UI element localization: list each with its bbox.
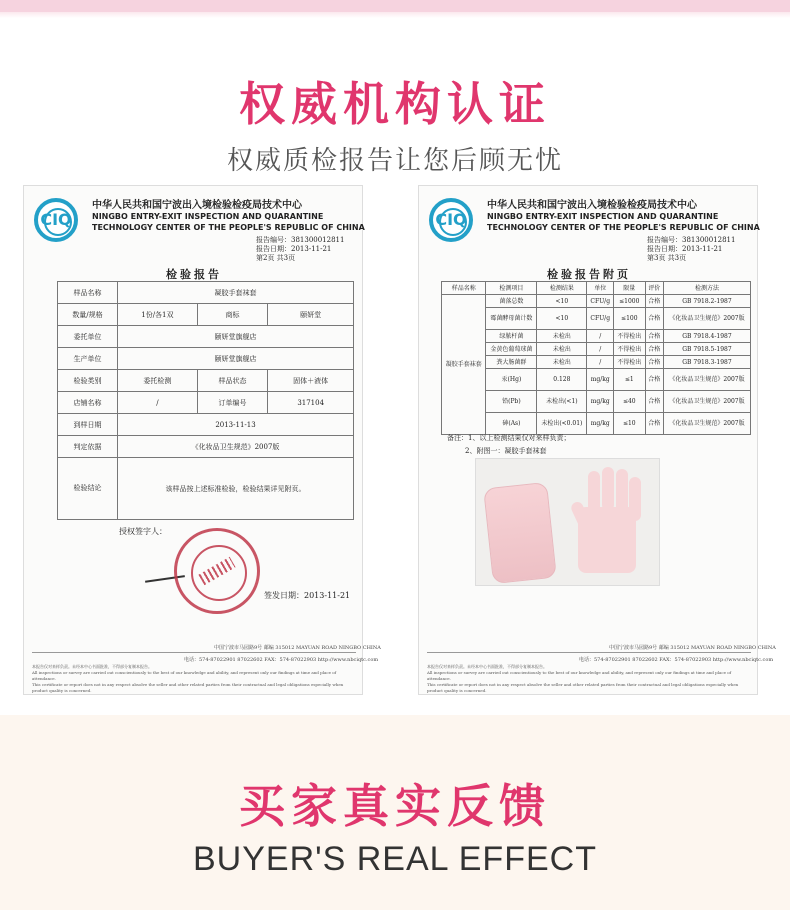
cell-method: GB 7918.3-1987 (663, 356, 750, 369)
cell-item: 霉菌酵母菌计数 (486, 308, 537, 330)
table-header-row (442, 282, 751, 295)
sign-date (264, 590, 350, 601)
cell-item: 汞(Hg) (486, 369, 537, 391)
cell-limit: 不得检出 (614, 356, 645, 369)
table-row (58, 348, 354, 370)
gel-sock-image (483, 482, 557, 584)
table-value: 颐妍堂 (268, 304, 354, 326)
table-label: 到样日期 (58, 414, 118, 436)
org-name-cn: 中华人民共和国宁波出入境检验检疫局技术中心 (92, 200, 302, 211)
ciq-logo-icon: CIQ (429, 198, 473, 242)
inspection-report-page-2 (23, 185, 381, 695)
cell-unit: mg/kg (587, 391, 614, 413)
report-number: 报告编号：381300012811 (256, 236, 345, 244)
column-header: 单位 (587, 282, 614, 295)
column-header: 评价 (645, 282, 663, 295)
cell-eval: 合格 (645, 295, 663, 308)
table-value: 委托检测 (118, 370, 198, 392)
table-value: 1份/各1双 (118, 304, 198, 326)
page-indicator: 第3页 共3页 (647, 254, 687, 262)
cell-unit: / (587, 330, 614, 343)
results-table (441, 281, 751, 435)
table-label: 委托单位 (58, 326, 118, 348)
cell-result: 未检出(<0.01) (537, 413, 587, 435)
table-label: 数量/规格 (58, 304, 118, 326)
cell-item: 铅(Pb) (486, 391, 537, 413)
top-decor-band (0, 0, 790, 12)
note-line: 2、附图一：凝胶手套袜套 (465, 447, 547, 455)
footer-disclaimer (427, 664, 751, 693)
table-row (442, 295, 751, 308)
sample-name-cell: 凝胶手套袜套 (442, 295, 486, 435)
table-row (442, 330, 751, 343)
disclaimer-line: All inspections or survey are carried out conscientiously to the best of our knowledge and ability, and represent only our findings at time and place of attendance. (427, 670, 732, 681)
cell-unit: / (587, 356, 614, 369)
column-header: 检测方法 (663, 282, 750, 295)
report-meta (256, 236, 344, 263)
table-label: 检验类别 (58, 370, 118, 392)
table-row (58, 282, 354, 304)
table-value: 该样品按上述标准检验，检验结果详见附页。 (118, 458, 354, 520)
report-title: 检验报告附页 (547, 268, 631, 281)
report-number: 报告编号：381300012811 (647, 236, 736, 244)
feedback-title-cn: 买家真实反馈 (239, 779, 551, 833)
table-row (442, 343, 751, 356)
table-label: 检验结论 (58, 458, 118, 520)
cell-eval: 合格 (645, 391, 663, 413)
cell-limit: 不得检出 (614, 343, 645, 356)
cell-limit: ≤1000 (614, 295, 645, 308)
table-label: 商标 (197, 304, 268, 326)
cell-item: 粪大肠菌群 (486, 356, 537, 369)
table-row (58, 304, 354, 326)
cell-result: 0.128 (537, 369, 587, 391)
org-name-en-line1: NINGBO ENTRY-EXIT INSPECTION AND QUARANTINE (487, 212, 719, 221)
column-header: 样品名称 (442, 282, 486, 295)
ciq-logo-icon: CIQ (34, 198, 78, 242)
footer-divider (32, 652, 356, 653)
footer-address: 中国宁波市马园路9号 邮编 315012 MAYUAN ROAD NINGBO CHINA (214, 645, 381, 651)
cell-method: 《化妆品卫生规范》2007版 (663, 369, 750, 391)
footer-contact: 电话：574-87022901 87022602 FAX：574-87022903 http://www.nbciqtc.com (579, 657, 774, 663)
note-line: 备注：1、以上检测结果仅对来样负责； (447, 434, 571, 442)
cell-item: 绿脓杆菌 (486, 330, 537, 343)
sign-date-label: 签发日期： (264, 591, 304, 600)
cell-item: 砷(As) (486, 413, 537, 435)
sign-date-value: 2013-11-21 (304, 591, 351, 600)
org-name-en-line1: NINGBO ENTRY-EXIT INSPECTION AND QUARANTINE (92, 212, 324, 221)
report-table (57, 281, 354, 520)
cell-eval: 合格 (645, 343, 663, 356)
org-name-cn: 中华人民共和国宁波出入境检验检疫局技术中心 (487, 200, 697, 211)
footer-disclaimer (32, 664, 356, 693)
column-header: 限量 (614, 282, 645, 295)
table-label: 样品状态 (197, 370, 268, 392)
cell-result: 未检出 (537, 330, 587, 343)
cell-method: GB 7918.5-1987 (663, 343, 750, 356)
column-header: 检测结果 (537, 282, 587, 295)
table-label: 判定依据 (58, 436, 118, 458)
cell-method: GB 7918.2-1987 (663, 295, 750, 308)
report-notes (447, 432, 570, 458)
org-name-en-line2: TECHNOLOGY CENTER OF THE PEOPLE'S REPUBLIC OF CHINA (92, 223, 365, 232)
cell-result: 未检出 (537, 343, 587, 356)
table-row (58, 458, 354, 520)
org-name-en (92, 211, 365, 233)
cell-method: GB 7918.4-1987 (663, 330, 750, 343)
cell-eval: 合格 (645, 413, 663, 435)
cell-result: <10 (537, 308, 587, 330)
table-value: 固体＋液体 (268, 370, 354, 392)
table-value: 凝胶手套袜套 (118, 282, 354, 304)
disclaimer-line: This certificate or report does not in any respect absolve the seller and other related parties from their contractual and legal obligations especially when product quality is concerned. (427, 682, 739, 693)
cell-method: 《化妆品卫生规范》2007版 (663, 391, 750, 413)
disclaimer-line: 本报告仅对来样负责。未经本中心书面批准，不得部分复制本报告。 (32, 664, 152, 669)
table-row (58, 326, 354, 348)
cell-unit: mg/kg (587, 413, 614, 435)
cell-unit: / (587, 343, 614, 356)
org-name-en (487, 211, 760, 233)
section-subtitle-certification: 权威质检报告让您后顾无忧 (226, 146, 563, 176)
cell-unit: mg/kg (587, 369, 614, 391)
cell-unit: CFU/g (587, 295, 614, 308)
cell-item: 菌落总数 (486, 295, 537, 308)
table-row (442, 369, 751, 391)
cell-method: 《化妆品卫生规范》2007版 (663, 308, 750, 330)
inspection-report-page-3 (418, 185, 776, 695)
cell-eval: 合格 (645, 330, 663, 343)
table-row (442, 391, 751, 413)
cell-limit: ≤10 (614, 413, 645, 435)
table-row (442, 308, 751, 330)
product-photo (475, 458, 660, 586)
cell-eval: 合格 (645, 356, 663, 369)
section-title-certification: 权威机构认证 (239, 77, 551, 131)
column-header: 检测项目 (486, 282, 537, 295)
table-value: 颐妍堂旗舰店 (118, 348, 354, 370)
feedback-title-en: BUYER'S REAL EFFECT (193, 840, 597, 878)
cell-limit: ≤1 (614, 369, 645, 391)
table-value: 颐妍堂旗舰店 (118, 326, 354, 348)
table-label: 店铺名称 (58, 392, 118, 414)
table-row (58, 370, 354, 392)
table-value: 2013-11-13 (118, 414, 354, 436)
cell-item: 金黄色葡萄球菌 (486, 343, 537, 356)
table-label: 订单编号 (197, 392, 268, 414)
table-value: 317104 (268, 392, 354, 414)
cell-limit: 不得检出 (614, 330, 645, 343)
footer-divider (427, 652, 751, 653)
gel-glove-image (572, 467, 646, 577)
cell-limit: ≤40 (614, 391, 645, 413)
table-value: 《化妆品卫生规范》2007版 (118, 436, 354, 458)
report-date: 报告日期：2013-11-21 (647, 245, 723, 253)
cell-eval: 合格 (645, 308, 663, 330)
cell-result: 未检出 (537, 356, 587, 369)
table-label: 生产单位 (58, 348, 118, 370)
cell-result: 未检出(<1) (537, 391, 587, 413)
official-seal-stamp (174, 528, 260, 614)
glove-finger (602, 467, 614, 511)
report-meta (647, 236, 735, 263)
disclaimer-line: 本报告仅对来样负责。未经本中心书面批准，不得部分复制本报告。 (427, 664, 547, 669)
report-title: 检验报告 (166, 268, 222, 281)
page-indicator: 第2页 共3页 (256, 254, 296, 262)
footer-contact: 电话：574-87022901 87022602 FAX：574-87022903 http://www.nbciqtc.com (184, 657, 379, 663)
table-row (58, 392, 354, 414)
cell-limit: ≤100 (614, 308, 645, 330)
table-label: 样品名称 (58, 282, 118, 304)
org-name-en-line2: TECHNOLOGY CENTER OF THE PEOPLE'S REPUBLIC OF CHINA (487, 223, 760, 232)
cell-result: <10 (537, 295, 587, 308)
signer-label: 授权签字人： (119, 527, 167, 536)
table-row (58, 414, 354, 436)
cell-eval: 合格 (645, 369, 663, 391)
footer-address: 中国宁波市马园路9号 邮编 315012 MAYUAN ROAD NINGBO CHINA (609, 645, 776, 651)
cell-method: 《化妆品卫生规范》2007版 (663, 413, 750, 435)
table-value: / (118, 392, 198, 414)
glove-palm (578, 507, 636, 573)
table-row (58, 436, 354, 458)
cell-unit: CFU/g (587, 308, 614, 330)
report-date: 报告日期：2013-11-21 (256, 245, 332, 253)
disclaimer-line: All inspections or survey are carried out conscientiously to the best of our knowledge and ability, and represent only our findings at time and place of attendance. (32, 670, 337, 681)
table-row (442, 356, 751, 369)
disclaimer-line: This certificate or report does not in any respect absolve the seller and other related parties from their contractual and legal obligations especially when product quality is concerned. (32, 682, 344, 693)
